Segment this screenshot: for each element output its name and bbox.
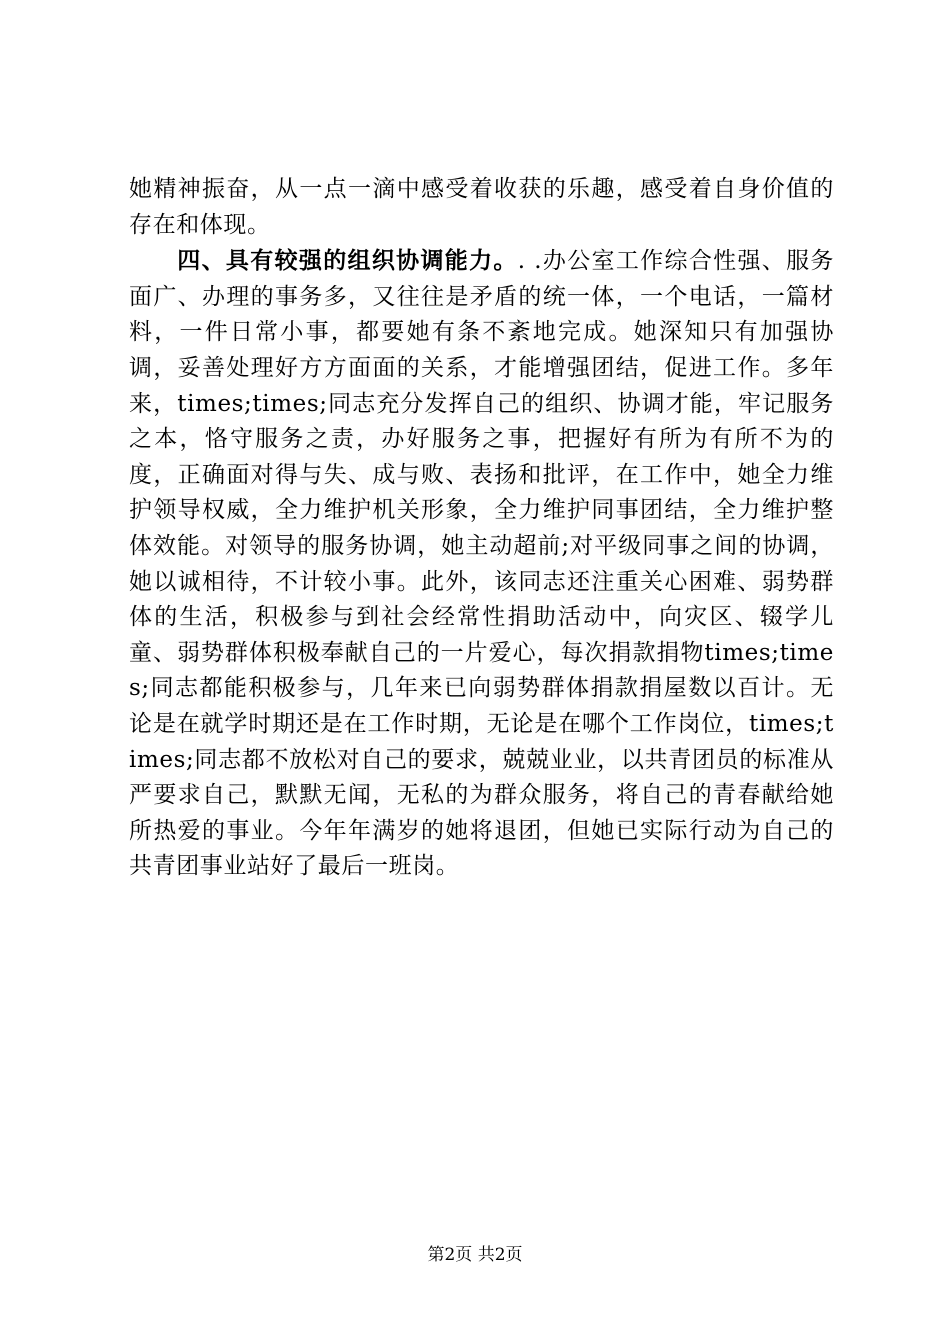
section-heading: 四、具有较强的组织协调能力。 xyxy=(177,247,518,275)
paragraph-continuation: 她精神振奋，从一点一滴中感受着收获的乐趣，感受着自身价值的存在和体现。 xyxy=(129,176,834,238)
page-footer: 第2页 共2页 xyxy=(427,1245,523,1265)
section-body: . .办公室工作综合性强、服务面广、办理的事务多，又往往是矛盾的统一体，一个电话，一篇材料，一件日常小事，都要她有条不紊地完成。她深知只有加强协调，妥善处理好方方面面的关系，才能增强团结，促进工作。多年来，times;times;同志充分发挥自己的组织、协调才能，牢记服务之本，恪守服务之责，办好服务之事，把握好有所为有所不为的度，正确面对得与失、成与败、表扬和批评，在工作中，她全力维护领导权威，全力维护机关形象，全力维护同事团结，全力维护整体效能。对领导的服务协调，她主动超前;对平级同事之间的协调，她以诚相待，不计较小事。此外，该同志还注重关心困难、弱势群体的生活，积极参与到社会经常性捐助活动中，向灾区、辍学儿童、弱势群体积极奉献自己的一片爱心，每次捐款捐物times;times;同志都能积极参与，几年来已向弱势群体捐款捐屋数以百计。无论是在就学时期还是在工作时期，无论是在哪个工作岗位，times;times;同志都不放松对自己的要求，兢兢业业，以共青团员的标准从严要求自己，默默无闻，无私的为群众服务，将自己的青春献给她所热爱的事业。今年年满岁的她将退团，但她已实际行动为自己的共青团事业站好了最后一班岗。 xyxy=(129,248,835,880)
paragraph-section-four xyxy=(129,243,834,885)
document-body xyxy=(129,172,834,885)
